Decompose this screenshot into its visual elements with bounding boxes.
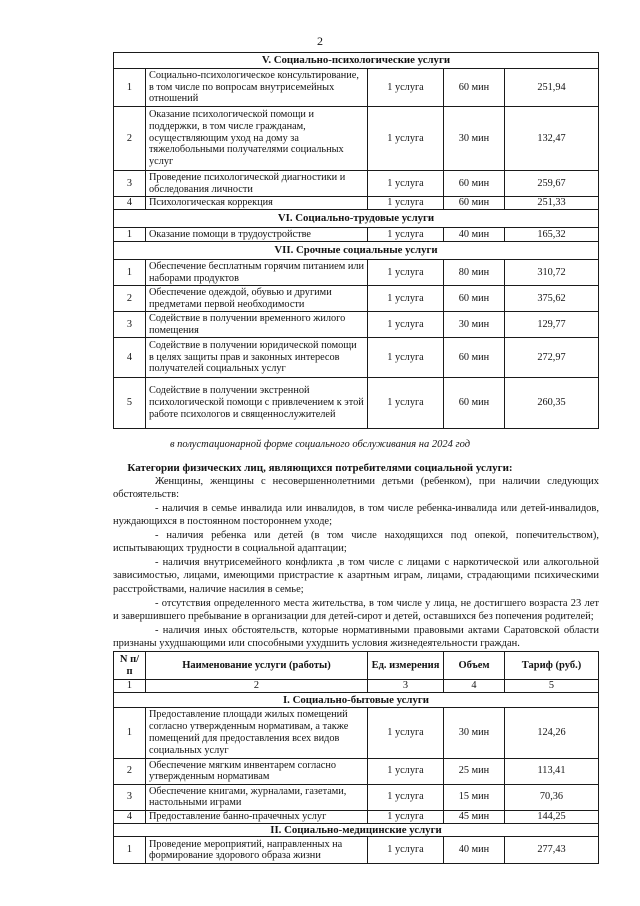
volume-cell: 80 мин xyxy=(444,260,505,286)
unit-cell: 1 услуга xyxy=(368,286,444,312)
service-name: Предоставление банно-прачечных услуг xyxy=(146,810,368,823)
service-name: Оказание помощи в трудоустройстве xyxy=(146,228,368,242)
volume-cell: 30 мин xyxy=(444,107,505,171)
row-number: 4 xyxy=(114,338,146,378)
table-row xyxy=(114,312,599,338)
section-header-row xyxy=(114,242,599,260)
section-title: II. Социально-медицинские услуги xyxy=(114,823,599,837)
column-index-row xyxy=(114,680,599,693)
service-name: Проведение психологической диагностики и обследования личности xyxy=(146,171,368,197)
service-name: Предоставление площади жилых помещений согласно утвержденным нормативам, а также помещений для предоставления всех видов социальных услуг xyxy=(146,707,368,758)
tariff-cell: 272,97 xyxy=(505,338,599,378)
unit-cell: 1 услуга xyxy=(368,707,444,758)
tariff-cell: 165,32 xyxy=(505,228,599,242)
section-header-row xyxy=(114,53,599,69)
table-row xyxy=(114,378,599,429)
table-row xyxy=(114,107,599,171)
table-row xyxy=(114,197,599,210)
column-index: 5 xyxy=(505,680,599,693)
volume-cell: 30 мин xyxy=(444,707,505,758)
tariff-cell: 251,33 xyxy=(505,197,599,210)
category-item: - наличия внутрисемейного конфликта ,в том числе с лицами с наркотической или алкогольной зависимостью, лицами, имеющими пристрастие к азартным играм, лицами, страдающими психическими расстройствами, наличие насилия в семье; xyxy=(113,557,599,595)
unit-cell: 1 услуга xyxy=(368,312,444,338)
row-number: 1 xyxy=(114,228,146,242)
volume-cell: 45 мин xyxy=(444,810,505,823)
category-item: - наличия в семье инвалида или инвалидов, в том числе ребенка-инвалида или детей-инвалидов, нуждающихся в постоянном постороннем уходе; xyxy=(113,503,599,528)
form-note: в полустационарной форме социального обслуживания на 2024 год xyxy=(169,439,471,450)
row-number: 4 xyxy=(114,197,146,210)
service-name: Обеспечение бесплатным горячим питанием или наборами продуктов xyxy=(146,260,368,286)
service-name: Оказание психологической помощи и поддержки, в том числе гражданам, осуществляющим уход на дому за тяжелобольными получателями социальных услуг xyxy=(146,107,368,171)
section-header-row xyxy=(114,692,599,707)
volume-cell: 60 мин xyxy=(444,338,505,378)
unit-cell: 1 услуга xyxy=(368,758,444,784)
row-number: 3 xyxy=(114,312,146,338)
row-number: 1 xyxy=(114,260,146,286)
tariff-cell: 129,77 xyxy=(505,312,599,338)
row-number: 4 xyxy=(114,810,146,823)
tariff-cell: 70,36 xyxy=(505,784,599,810)
unit-cell: 1 услуга xyxy=(368,228,444,242)
service-name: Содействие в получении временного жилого помещения xyxy=(146,312,368,338)
service-name: Содействие в получении экстренной психологической помощи с привлечением к этой работе психологов и священнослужителей xyxy=(146,378,368,429)
table-row xyxy=(114,810,599,823)
page-number: 2 xyxy=(317,34,323,48)
service-name: Обеспечение одеждой, обувью и другими предметами первой необходимости xyxy=(146,286,368,312)
table-row xyxy=(114,758,599,784)
row-number: 2 xyxy=(114,107,146,171)
volume-cell: 60 мин xyxy=(444,197,505,210)
table-row xyxy=(114,784,599,810)
row-number: 2 xyxy=(114,758,146,784)
service-name: Социально-психологическое консультирование, в том числе по вопросам внутрисемейных отношений xyxy=(146,69,368,107)
table-row xyxy=(114,286,599,312)
column-index: 1 xyxy=(114,680,146,693)
unit-cell: 1 услуга xyxy=(368,810,444,823)
row-number: 1 xyxy=(114,707,146,758)
row-number: 3 xyxy=(114,784,146,810)
table-row xyxy=(114,228,599,242)
unit-cell: 1 услуга xyxy=(368,784,444,810)
tariff-cell: 132,47 xyxy=(505,107,599,171)
table-row xyxy=(114,260,599,286)
table-header-row xyxy=(114,652,599,680)
category-item: - наличия ребенка или детей (в том числе находящихся под опекой, попечительством), испытывающих трудности в социальной адаптации; xyxy=(113,530,599,555)
tariff-cell: 113,41 xyxy=(505,758,599,784)
table-row xyxy=(114,707,599,758)
row-number: 2 xyxy=(114,286,146,312)
service-name: Содействие в получении юридической помощи в целях защиты прав и законных интересов получателей социальных услуг xyxy=(146,338,368,378)
volume-cell: 60 мин xyxy=(444,286,505,312)
service-name: Проведение мероприятий, направленных на формирование здорового образа жизни xyxy=(146,837,368,864)
services-table-top xyxy=(113,52,599,429)
volume-cell: 40 мин xyxy=(444,837,505,864)
row-number: 1 xyxy=(114,69,146,107)
header-unit: Ед. измерения xyxy=(368,652,444,680)
unit-cell: 1 услуга xyxy=(368,378,444,429)
section-title: V. Социально-психологические услуги xyxy=(114,53,599,69)
category-item: - наличия иных обстоятельств, которые нормативными правовыми актами Саратовской области признаны ухудшающими или способными ухудшить условия жизнедеятельности граждан. xyxy=(113,625,599,650)
tariff-cell: 277,43 xyxy=(505,837,599,864)
categories-title: Категории физических лиц, являющихся потребителями социальной услуги: xyxy=(127,462,513,474)
section-title: I. Социально-бытовые услуги xyxy=(114,692,599,707)
column-index: 4 xyxy=(444,680,505,693)
tariff-cell: 375,62 xyxy=(505,286,599,312)
service-name: Обеспечение мягким инвентарем согласно утвержденным нормативам xyxy=(146,758,368,784)
section-title: VII. Срочные социальные услуги xyxy=(114,242,599,260)
column-index: 3 xyxy=(368,680,444,693)
header-name: Наименование услуги (работы) xyxy=(146,652,368,680)
volume-cell: 40 мин xyxy=(444,228,505,242)
header-volume: Объем xyxy=(444,652,505,680)
unit-cell: 1 услуга xyxy=(368,69,444,107)
service-name: Психологическая коррекция xyxy=(146,197,368,210)
table-row xyxy=(114,171,599,197)
tariff-cell: 251,94 xyxy=(505,69,599,107)
unit-cell: 1 услуга xyxy=(368,837,444,864)
header-number: N п/п xyxy=(114,652,146,680)
unit-cell: 1 услуга xyxy=(368,260,444,286)
table-row xyxy=(114,338,599,378)
volume-cell: 60 мин xyxy=(444,378,505,429)
service-name: Обеспечение книгами, журналами, газетами, настольными играми xyxy=(146,784,368,810)
table-row xyxy=(114,69,599,107)
volume-cell: 15 мин xyxy=(444,784,505,810)
section-header-row xyxy=(114,210,599,228)
unit-cell: 1 услуга xyxy=(368,107,444,171)
category-item: - отсутствия определенного места жительства, в том числе у лица, не достигшего возраста 23 лет и завершившего пребывание в организации для детей-сирот и детей, оставшихся без попечения родителей; xyxy=(113,598,599,623)
volume-cell: 30 мин xyxy=(444,312,505,338)
section-title: VI. Социально-трудовые услуги xyxy=(114,210,599,228)
volume-cell: 60 мин xyxy=(444,171,505,197)
tariff-cell: 144,25 xyxy=(505,810,599,823)
tariff-cell: 124,26 xyxy=(505,707,599,758)
section-header-row xyxy=(114,823,599,837)
tariff-cell: 310,72 xyxy=(505,260,599,286)
volume-cell: 60 мин xyxy=(444,69,505,107)
tariff-cell: 259,67 xyxy=(505,171,599,197)
unit-cell: 1 услуга xyxy=(368,197,444,210)
column-index: 2 xyxy=(146,680,368,693)
categories-intro: Женщины, женщины с несовершеннолетними детьми (ребенком), при наличии следующих обстоятельств: xyxy=(113,476,599,501)
unit-cell: 1 услуга xyxy=(368,338,444,378)
tariff-cell: 260,35 xyxy=(505,378,599,429)
volume-cell: 25 мин xyxy=(444,758,505,784)
header-tariff: Тариф (руб.) xyxy=(505,652,599,680)
table-row xyxy=(114,837,599,864)
services-table-bottom xyxy=(113,651,599,864)
row-number: 1 xyxy=(114,837,146,864)
row-number: 5 xyxy=(114,378,146,429)
row-number: 3 xyxy=(114,171,146,197)
unit-cell: 1 услуга xyxy=(368,171,444,197)
